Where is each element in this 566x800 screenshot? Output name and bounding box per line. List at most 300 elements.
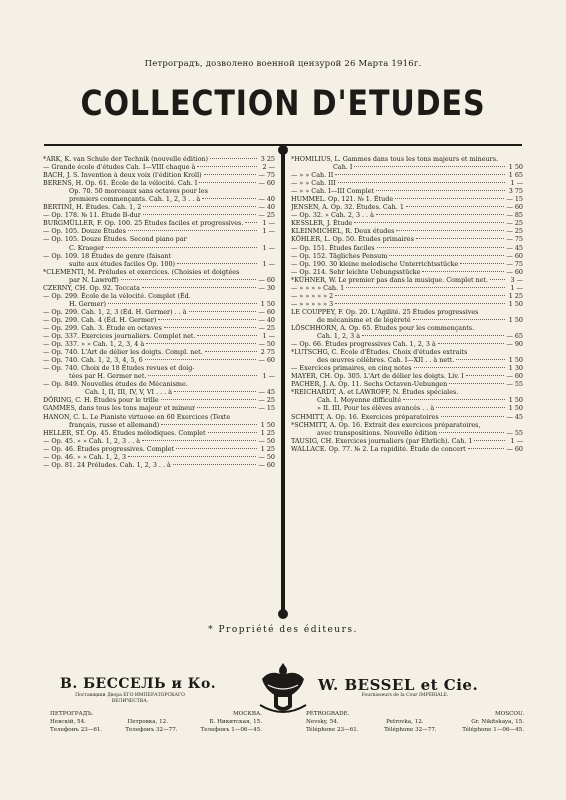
dot-leader (143, 206, 256, 207)
catalog-entry (43, 356, 275, 364)
entry-title: GAMMES, dans tous les tons majeur et mineur (43, 404, 196, 413)
entry-title: Cah. 1, 2, 3 à (317, 332, 361, 341)
entry-title: BERTINI, H. Études. Cah. 1, 2 (43, 203, 142, 212)
entry-price: — 60 (506, 372, 523, 381)
dot-leader (142, 440, 256, 441)
dot-leader (376, 190, 505, 191)
entry-price: — 60 (258, 356, 275, 365)
catalog-entry (291, 429, 523, 437)
catalog-entry (291, 260, 523, 268)
entry-title: KÖHLER, L. Op. 50. Études primaires (291, 235, 414, 244)
dot-leader (176, 448, 257, 449)
catalog-entry (43, 252, 275, 260)
entry-price: 3 — (510, 275, 523, 284)
entry-title: C. Kraeger (69, 243, 105, 252)
catalog-entry (291, 372, 523, 380)
catalog-entry (43, 235, 275, 243)
catalog-entry (291, 404, 523, 412)
entry-price: — 25 (258, 323, 275, 332)
catalog-entry (43, 364, 275, 372)
dot-leader (338, 182, 505, 183)
catalog-entry (43, 163, 275, 171)
catalog-entry (291, 268, 523, 276)
dot-leader (346, 287, 505, 288)
entry-title: — Op. 214. Sehr leichte Uebungsstücke (291, 267, 421, 276)
entry-title: — Op. 740. Cah. 1, 2, 3, 4, 5, 6 (43, 356, 143, 365)
entry-price: 1 50 (508, 404, 523, 413)
catalog-entry (291, 316, 523, 324)
catalog-entry (291, 244, 523, 252)
catalog-entry (291, 388, 523, 396)
entry-title: — Op. 299. École de la vélocité. Complet (Éd. (43, 291, 191, 300)
city-petrograd: PÉTROGRADE. (306, 711, 350, 717)
dot-leader (403, 399, 505, 400)
address-latin (306, 710, 524, 734)
catalog-entry (291, 187, 523, 195)
dot-leader (210, 158, 257, 159)
entry-title: Cah. I, II, III, IV, V, VI . . . à (85, 388, 173, 397)
dot-leader (354, 166, 505, 167)
entry-title: des œuvres célèbres. Cah. I—XII . . à nett. (317, 356, 455, 365)
dot-leader (449, 383, 504, 384)
entry-price: — 25 (258, 211, 275, 220)
entry-title: HUMMEL. Op. 121. № 1. Étude (291, 195, 394, 204)
dot-leader (335, 295, 505, 296)
entry-price: — 50 (258, 452, 275, 461)
entry-title: SCHMITT, A. Op. 16. Exercices préparatoires (291, 412, 439, 421)
catalog-entry (291, 332, 523, 340)
dot-leader (177, 263, 257, 264)
entry-title: — Op. 46. Études progressives. Complet (43, 444, 175, 453)
entry-title: — Op. 81. 24 Préludes. Cah. 1, 2, 3 . . à (43, 460, 171, 469)
entry-price: 1 — (262, 243, 275, 252)
entry-title: LE COUPPEY, F. Op. 20. L'Agilité. 25 Études progressives (291, 307, 479, 316)
dot-leader (108, 303, 257, 304)
entry-title: — Op. 45. » » Cah. 1, 2, 3 . . à (43, 436, 141, 445)
entry-title: — Op. 151. Études faciles (291, 243, 375, 252)
catalog-entry (43, 413, 275, 421)
entry-title: — Grande école d'études Cah. I—VIII chaque à (43, 163, 196, 172)
catalog-entry (43, 219, 275, 227)
entry-title: — » » Cah. II (291, 171, 334, 180)
dot-leader (335, 174, 505, 175)
phone: Телефонъ 23—61. (50, 727, 103, 733)
entry-title: TAUSIG, CH. Exercices journaliers (par Ehrlich). Cah. 1 (291, 436, 473, 445)
catalog-entry (291, 308, 523, 316)
catalog-entry (291, 396, 523, 404)
catalog-entry (43, 308, 275, 316)
dot-leader (395, 198, 504, 199)
street: Gr. Nikitskaya, 15. (471, 719, 524, 725)
entry-title: — Exercices primaires, en cinq notes (291, 364, 412, 373)
catalog-entry (43, 179, 275, 187)
catalog-entry (291, 203, 523, 211)
catalog-entry (43, 316, 275, 324)
entry-price: — 60 (506, 203, 523, 212)
catalog-entry (291, 227, 523, 235)
entry-title: *ARK, K. van Schule der Technik (nouvelle édition) (43, 155, 209, 163)
entry-price: — 40 (258, 315, 275, 324)
catalog-entry (291, 292, 523, 300)
entry-price: — 60 (258, 460, 275, 469)
catalog-entry (291, 437, 523, 445)
catalog-entry (43, 429, 275, 437)
dot-leader (161, 399, 257, 400)
entry-price: — 60 (506, 251, 523, 260)
dot-leader (474, 440, 505, 441)
censor-line: Петроградъ, дозволено военной цензурой 26 Марта 1916г. (144, 59, 422, 69)
catalog-entry (43, 421, 275, 429)
entry-price: — 45 (258, 388, 275, 397)
entry-title: premiers commençants. Cah. 1, 2, 3 . . à (69, 195, 201, 204)
catalog-entry (43, 268, 275, 276)
catalog-entry (291, 284, 523, 292)
entry-price: — 25 (506, 227, 523, 236)
entry-price: — 60 (258, 307, 275, 316)
dot-leader (460, 263, 504, 264)
publisher-note: * Propriété des éditeurs. (208, 625, 358, 635)
entry-title: *REICHARDT, A. et LAWROFF, N. Études spéciales. (291, 388, 459, 397)
brand-latin-subtitle: Fournisseurs de la Cour IMPÉRIALE. (361, 693, 449, 698)
entry-title: par N. Lawroff) (69, 275, 119, 284)
dot-leader (396, 230, 504, 231)
entry-price: — 45 (506, 412, 523, 421)
entry-price: 3 75 (508, 187, 523, 196)
catalog-entry (43, 461, 275, 469)
dot-leader (335, 303, 505, 304)
catalog-entry (43, 380, 275, 388)
phone: Téléphone 32—77. (384, 727, 437, 733)
catalog-entry (43, 437, 275, 445)
entry-price: 1 50 (508, 299, 523, 308)
dot-leader (121, 279, 257, 280)
catalog-entry (43, 155, 275, 163)
dot-leader (204, 174, 257, 175)
catalog-entry (43, 453, 275, 461)
column-divider (281, 148, 285, 616)
entry-title: Op. 70. 50 morceaux sans octaves pour les (69, 187, 208, 196)
catalog-entry (291, 364, 523, 372)
entry-title: — Op. 178. № 11. Étude B-dur (43, 211, 141, 220)
dot-leader (158, 319, 256, 320)
entry-title: — » » » » » 3 (291, 299, 334, 308)
dot-leader (128, 456, 256, 457)
catalog-entry (43, 227, 275, 235)
entry-title: — Op. 46. » » Cah. 1, 2, 3 (43, 452, 127, 461)
catalog-entry (43, 348, 275, 356)
dot-leader (202, 198, 256, 199)
entry-price: — 55 (506, 428, 523, 437)
street: Петровка, 12. (127, 719, 169, 725)
entry-price: 1 — (510, 436, 523, 445)
entry-title: HANON, C. L. Le Pianiste virtuose en 60 Exercices (Texte (43, 412, 231, 421)
city-petrograd: ПЕТРОГРАДЪ. (50, 711, 94, 717)
phone: Téléphone 23—61. (306, 727, 359, 733)
entry-title: KESSLER, J. Étude (291, 219, 353, 228)
dot-leader (406, 206, 505, 207)
catalog-entry (291, 211, 523, 219)
entry-title: BURGMÜLLER, F. Op. 100. 25 Études faciles et progressives. (43, 219, 244, 228)
dot-leader (441, 416, 505, 417)
catalog-entry (291, 380, 523, 388)
dot-leader (438, 343, 505, 344)
catalog-entry (43, 445, 275, 453)
dot-leader (354, 222, 504, 223)
entry-price: — 85 (506, 211, 523, 220)
entry-title: KLEINMICHEL, R. Deux études (291, 227, 395, 236)
entry-title: français, russe et allemand) (69, 420, 160, 429)
entry-price: 1 50 (260, 420, 275, 429)
brand-russian-subtitle: Поставщики Двора ЕГО ИМПЕРАТОРСКАГО ВЕЛИЧЕСТВА. (75, 693, 185, 704)
catalog-entry (43, 171, 275, 179)
catalog-entry (43, 244, 275, 252)
dot-leader (197, 335, 257, 336)
catalog-entry (43, 388, 275, 396)
dot-leader (422, 271, 504, 272)
entry-title: — Op. 337. » » Cah. 1, 2, 3, 4 à (43, 340, 145, 349)
entry-title: — Op. 740. Choix de 18 Études revues et doig- (43, 364, 195, 373)
catalog-entry (291, 163, 523, 171)
dot-leader (490, 279, 505, 280)
catalog-entry (291, 195, 523, 203)
entry-title: Cah. I (333, 163, 353, 172)
entry-price: 1 — (262, 259, 275, 268)
catalog-entry (291, 300, 523, 308)
entry-title: — Op. 190. 30 kleine melodische Unterrichtsstücke (291, 259, 459, 268)
entry-price: 1 — (262, 227, 275, 236)
brand-latin: W. BESSEL et Cie. (318, 676, 479, 694)
entry-title: *CLEMENTI, M. Préludes et exercices. (Choisies et doigtées (43, 267, 240, 276)
entry-price: 1 — (510, 179, 523, 188)
dot-leader (414, 367, 506, 368)
catalog-entry (43, 276, 275, 284)
entry-title: avec transpositions. Nouvelle édition (317, 428, 438, 437)
entry-price: 3 25 (260, 155, 275, 163)
dot-leader (413, 319, 505, 320)
dot-leader (389, 255, 504, 256)
dot-leader (456, 359, 505, 360)
entry-title: — Op. 299. Cah. 4 (Éd. H. Germer) (43, 315, 157, 324)
entry-price: — 40 (258, 195, 275, 204)
entry-price: 2 — (262, 163, 275, 172)
dot-leader (416, 238, 505, 239)
dot-leader (174, 391, 256, 392)
brand-russian: В. БЕССЕЛЬ и Ко. (60, 676, 217, 692)
dot-leader (197, 166, 257, 167)
entry-price: 1 50 (508, 396, 523, 405)
entry-price: 1 — (262, 372, 275, 381)
catalog-entry (291, 324, 523, 332)
dot-leader (146, 343, 256, 344)
entry-price: — 75 (258, 171, 275, 180)
entry-price: 1 65 (508, 171, 523, 180)
catalog-entry (43, 396, 275, 404)
entry-price: 1 50 (508, 163, 523, 172)
street: Невскій, 54. (50, 719, 86, 725)
catalog-entry (291, 219, 523, 227)
entry-price: — 15 (258, 404, 275, 413)
entry-price: 1 — (510, 283, 523, 292)
entry-price: — 55 (506, 380, 523, 389)
catalog-entry (43, 340, 275, 348)
dot-leader (199, 182, 256, 183)
entry-title: H. Germer) (69, 299, 106, 308)
phone: Телефонъ 32—77. (125, 727, 178, 733)
city-moscow: MOSCOU. (495, 711, 524, 717)
entry-title: Cah. I. Moyenne difficulté (317, 396, 402, 405)
street: Б. Никитская, 15. (209, 719, 262, 725)
entry-price: — 25 (506, 219, 523, 228)
entry-title: LÖSCHHORN, A. Op. 65. Études pour les commençants. (291, 323, 475, 332)
entry-title: *LUTSCHG, C. École d'Études. Choix d'études extraits (291, 348, 468, 357)
entry-title: — Op. 105. Douze Études. Second piano par (43, 235, 187, 244)
catalog-entry (43, 300, 275, 308)
entry-title: HELLER, ST. Op. 45. Études mélodiques. Complet (43, 428, 206, 437)
entry-price: — 15 (506, 195, 523, 204)
catalog-entry (291, 276, 523, 284)
entry-title: *HOMILIUS, L. Gammes dans tous les tons majeurs et mineurs. (291, 155, 499, 163)
entry-title: PACHER, J. A. Op. 11. Sechs Octaven-Uebungen (291, 380, 448, 389)
entry-price: — 60 (506, 444, 523, 453)
entry-price: — 75 (506, 259, 523, 268)
dot-leader (377, 247, 505, 248)
dot-leader (148, 375, 257, 376)
entry-title: BERENS, H. Op. 61. École de la vélocité. Cah. I (43, 179, 198, 188)
entry-title: de mécanisme et de légèreté (317, 315, 411, 324)
catalog-entry (43, 332, 275, 340)
catalog-entry (291, 340, 523, 348)
catalog-entry (291, 445, 523, 453)
catalog-entry (43, 187, 275, 195)
catalog-entry (43, 260, 275, 268)
catalog-entry (291, 171, 523, 179)
dot-leader (164, 327, 257, 328)
entry-price: 2 75 (260, 348, 275, 357)
catalog-entry (43, 324, 275, 332)
dot-leader (468, 448, 505, 449)
entry-price: — 60 (506, 267, 523, 276)
entry-price: — 65 (506, 332, 523, 341)
entry-price: 1 50 (508, 356, 523, 365)
entry-price: — 60 (258, 179, 275, 188)
entry-title: suite aux études faciles Op. 100) (69, 259, 176, 268)
entry-price: — 90 (506, 340, 523, 349)
entry-title: *KÜHNER, W. Le premier pas dans la musique. Complet net. (291, 275, 489, 284)
catalog-entry (291, 356, 523, 364)
entry-title: — Op. 66. Études progressives Cah. 1, 2, 3 à (291, 340, 436, 349)
entry-title: — Op. 152. Tägliches Pensum (291, 251, 388, 260)
dot-leader (145, 359, 257, 360)
entry-title: — Op. 299. Cah. 1, 2, 3 (Éd. H. Germer) . . à (43, 307, 187, 316)
street: Petrovka, 12. (386, 719, 424, 725)
catalog-entry (43, 284, 275, 292)
entry-title: *SCHMITT, A. Op. 16. Extrait des exercices préparatoires, (291, 420, 481, 429)
entry-price: — 45 (506, 243, 523, 252)
entry-price: 1 50 (508, 315, 523, 324)
right-column (291, 155, 523, 453)
entry-title: — Op. 299. Cah. 3. Étude en octaves (43, 323, 162, 332)
dot-leader (245, 222, 257, 223)
dot-leader (106, 247, 257, 248)
imperial-eagle-emblem-icon (256, 657, 310, 721)
entry-price: 1 — (262, 219, 275, 228)
entry-title: WALLACE. Op. 77. № 2. La rapidité. Étude de concert (291, 444, 466, 453)
catalog-entry (43, 372, 275, 380)
entry-title: BACH, J. S. Invention à deux voix (l'édition Kroll) (43, 171, 202, 180)
entry-price: — 40 (258, 203, 275, 212)
catalog-entry (291, 421, 523, 429)
entry-title: — Op. 109. 18 Études de genre (faisant (43, 251, 172, 260)
entry-title: MAYER, CH. Op. 305. L'Art de délier les doigts. Liv. I (291, 372, 464, 381)
entry-price: 1 25 (260, 444, 275, 453)
entry-title: — Op. 849. Nouvelles études de Mécanisme. (43, 380, 188, 389)
dot-leader (143, 214, 257, 215)
catalog-entry (43, 292, 275, 300)
dot-leader (205, 351, 257, 352)
entry-title: — » » » » Cah. 1 (291, 283, 345, 292)
dot-leader (362, 335, 504, 336)
entry-price: — 50 (258, 436, 275, 445)
dot-leader (208, 432, 257, 433)
dot-leader (436, 407, 505, 408)
entry-price: 1 25 (508, 291, 523, 300)
entry-title: JENSEN, A. Op. 32. Études. Cah. 1 (291, 203, 404, 212)
entry-title: — » » Cah. I—III Complet (291, 187, 374, 196)
entry-price: — 30 (258, 283, 275, 292)
city-moscow: МОСКВА. (232, 711, 262, 717)
entry-price: — 50 (258, 340, 275, 349)
dot-leader (197, 407, 256, 408)
dot-leader (466, 375, 505, 376)
entry-price: — 75 (506, 235, 523, 244)
dot-leader (173, 464, 257, 465)
dot-leader (142, 287, 257, 288)
dot-leader (128, 230, 257, 231)
catalog-entry (291, 252, 523, 260)
entry-price: — 60 (258, 275, 275, 284)
phone: Телефонъ 1—06—45. (200, 727, 262, 733)
entry-price: 1 — (262, 332, 275, 341)
catalog-entry (291, 413, 523, 421)
dot-leader (161, 424, 257, 425)
entry-title: CZERNY, CH. Op. 92. Toccata (43, 283, 140, 292)
address-russian (50, 710, 262, 734)
dot-leader (439, 432, 504, 433)
catalog-entry (291, 179, 523, 187)
catalog-entry (43, 195, 275, 203)
catalog-entry (43, 211, 275, 219)
entry-price: 1 50 (260, 299, 275, 308)
entry-title: — » » Cah. III (291, 179, 336, 188)
dot-leader (189, 311, 257, 312)
entry-price: 1 30 (508, 364, 523, 373)
page-title: COLLECTION D'ETUDES (80, 84, 486, 124)
catalog-entry (291, 235, 523, 243)
entry-title: — » » » » » 2 (291, 291, 334, 300)
catalog-entry (43, 203, 275, 211)
entry-title: — Op. 337. Exercices journaliers. Complet net. (43, 332, 196, 341)
entry-price: 1 25 (260, 428, 275, 437)
entry-title: » II. III. Pour les élèves avancés . . à (317, 404, 435, 413)
entry-title: — Op. 740. L'Art de délier les doigts. Compl. net. (43, 348, 203, 357)
entry-title: tées par H. Germer net. (69, 372, 147, 381)
entry-title: — Op. 105. Douze Études (43, 227, 126, 236)
catalog-entry (291, 155, 523, 163)
catalog-entry (43, 404, 275, 412)
left-column (43, 155, 275, 469)
dot-leader (376, 214, 504, 215)
entry-title: DÖRING, C. H. Études pour le trille (43, 396, 159, 405)
